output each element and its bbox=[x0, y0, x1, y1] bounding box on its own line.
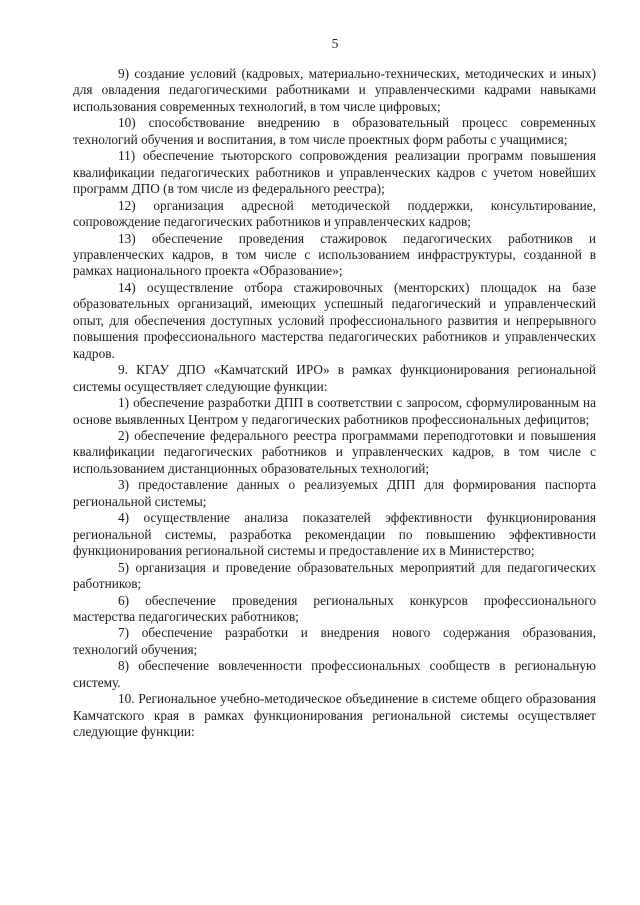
paragraph-function-4: 4) осуществление анализа показателей эффективности функционирования региональной системы, разработка рекомендации по повышению эффективности функционирования региональной системы и предоставление их в Министерство; bbox=[73, 510, 596, 559]
paragraph-function-3: 3) предоставление данных о реализуемых ДПП для формирования паспорта региональной системы; bbox=[73, 477, 596, 509]
section-9-heading: 9. КГАУ ДПО «Камчатский ИРО» в рамках функционирования региональной системы осуществляет следующие функции: bbox=[73, 362, 596, 394]
paragraph-function-2: 2) обеспечение федерального реестра программами переподготовки и повышения квалификации педагогических работников и управленческих кадров, в том числе с использованием дистанционных образовательных технологий; bbox=[73, 427, 596, 476]
document-body bbox=[73, 66, 596, 741]
section-10-heading: 10. Региональное учебно-методическое объединение в системе общего образования Камчатского края в рамках функционирования региональной системы осуществляет следующие функции: bbox=[73, 691, 596, 740]
paragraph-item-12: 12) организация адресной методической поддержки, консультирование, сопровождение педагогических работников и управленческих кадров; bbox=[73, 197, 596, 230]
paragraph-function-1: 1) обеспечение разработки ДПП в соответствии с запросом, сформулированным на основе выявленных Центром у педагогических работников профессиональных дефицитов; bbox=[73, 395, 596, 427]
paragraph-function-5: 5) организация и проведение образовательных мероприятий для педагогических работников; bbox=[73, 559, 596, 592]
paragraph-function-7: 7) обеспечение разработки и внедрения нового содержания образования, технологий обучения; bbox=[73, 625, 596, 657]
paragraph-item-9: 9) создание условий (кадровых, материально-технических, методических и иных) для овладения педагогическими работниками и управленческими кадрами навыками использования современных технологий, в том числе цифровых; bbox=[73, 66, 596, 114]
paragraph-item-11: 11) обеспечение тьюторского сопровождения реализации программ повышения квалификации педагогических работников и управленческих кадров с учетом новейших программ ДПО (в том числе из федерального реестра); bbox=[73, 148, 596, 197]
paragraph-item-10: 10) способствование внедрению в образовательный процесс современных технологий обучения и воспитания, в том числе проектных форм работы с учащимися; bbox=[73, 115, 596, 147]
paragraph-function-8: 8) обеспечение вовлеченности профессиональных сообществ в региональную систему. bbox=[73, 658, 596, 690]
paragraph-function-6: 6) обеспечение проведения региональных конкурсов профессионального мастерства педагогических работников; bbox=[73, 592, 596, 624]
paragraph-item-13: 13) обеспечение проведения стажировок педагогических работников и управленческих кадров, в том числе с использованием инфраструктуры, созданной в рамках национального проекта «Образование»; bbox=[73, 230, 596, 279]
paragraph-item-14: 14) осуществление отбора стажировочных (менторских) площадок на базе образовательных организаций, имеющих успешный педагогический и управленческий опыт, для обеспечения доступных условий профессионального развития и непрерывного повышения профессионального мастерства педагогических работников и управленческих кадров. bbox=[73, 279, 596, 361]
page-number: 5 bbox=[331, 36, 339, 51]
